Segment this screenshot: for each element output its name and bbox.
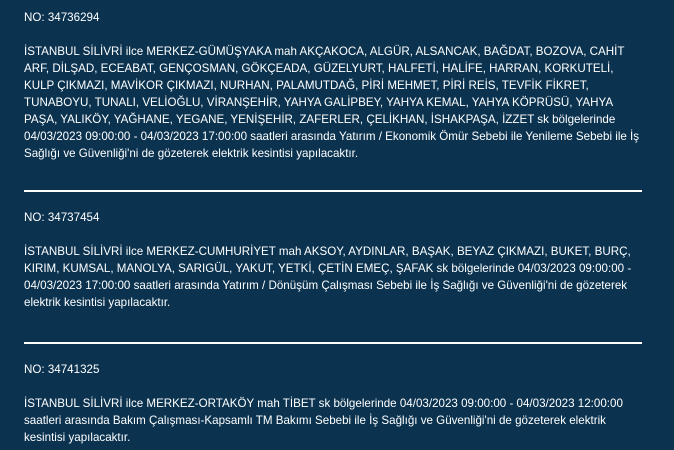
notice-number: NO: 34736294 (24, 11, 100, 24)
outage-notice (24, 361, 650, 444)
notice-line: Sağlığı ve Güvenliği'ni de gözeterek elektrik kesintisi yapılacaktır. (24, 147, 359, 160)
notice-line: KIRIM, KUMSAL, MANOLYA, SARIGÜL, YAKUT, YETKİ, ÇETİN EMEÇ, ŞAFAK sk bölgelerinde 04/03/2023 09:00:00 - (24, 262, 632, 275)
notice-line: 04/03/2023 17:00:00 saatleri arasında Yatırım / Dönüşüm Çalışması Sebebi ile İş Sağlığı ve Güvenliği'ni de gözeterek (24, 279, 628, 292)
notice-line: TUNABOYU, TUNALI, VELİOĞLU, VİRANŞEHİR, YAHYA GALİPBEY, YAHYA KEMAL, YAHYA KÖPRÜSÜ, YAHYA (24, 96, 614, 109)
notice-line: saatleri arasında Bakım Çalışması-Kapsamlı TM Bakımı Sebebi ile İş Sağlığı ve Güvenliği'ni de gözeterek elektrik (24, 414, 606, 427)
outage-notice (24, 209, 650, 309)
notice-line: elektrik kesintisi yapılacaktır. (24, 296, 171, 309)
notice-line: kesintisi yapılacaktır. (24, 431, 131, 444)
notice-number: NO: 34741325 (24, 363, 100, 376)
outage-notice (24, 9, 650, 160)
notice-description (24, 43, 650, 162)
notice-line: ARF, DİLŞAD, ECEABAT, GENÇOSMAN, GÖKÇEADA, GÜZELYURT, HALFETİ, HALİFE, HARRAN, KORKUTELİ, (24, 62, 614, 75)
notice-line: İSTANBUL SİLİVRİ ilce MERKEZ-CUMHURİYET mah AKSOY, AYDINLAR, BAŞAK, BEYAZ ÇIKMAZI, BUKET, BURÇ, (24, 245, 631, 258)
notice-number: NO: 34737454 (24, 211, 100, 224)
notice-line: İSTANBUL SİLİVRİ ilce MERKEZ-ORTAKÖY mah TİBET sk bölgelerinde 04/03/2023 09:00:00 - 04/03/2023 12:00:00 (24, 397, 623, 410)
notice-line: 04/03/2023 09:00:00 - 04/03/2023 17:00:00 saatleri arasında Yatırım / Ekonomik Ömür Sebebi ile Yenileme Sebebi ile İş (24, 130, 640, 143)
notice-description (24, 243, 650, 311)
notice-description (24, 395, 650, 446)
notice-line: İSTANBUL SİLİVRİ ilce MERKEZ-GÜMÜŞYAKA mah AKÇAKOCA, ALGÜR, ALSANCAK, BAĞDAT, BOZOVA, CAHİT (24, 45, 625, 58)
divider (24, 342, 642, 344)
notice-line: KULP ÇIKMAZI, MAVİKOR ÇIKMAZI, NURHAN, PALAMUTDAĞ, PİRİ MEHMET, PİRİ REİS, TEVFİK FİKRET, (24, 79, 589, 92)
notice-line: PAŞA, YALIKÖY, YAĞHANE, YEGANE, YENİŞEHİR, ZAFERLER, ÇELİKHAN, İSHAKPAŞA, İZZET sk bölgelerinde (24, 113, 616, 126)
divider (24, 190, 642, 192)
